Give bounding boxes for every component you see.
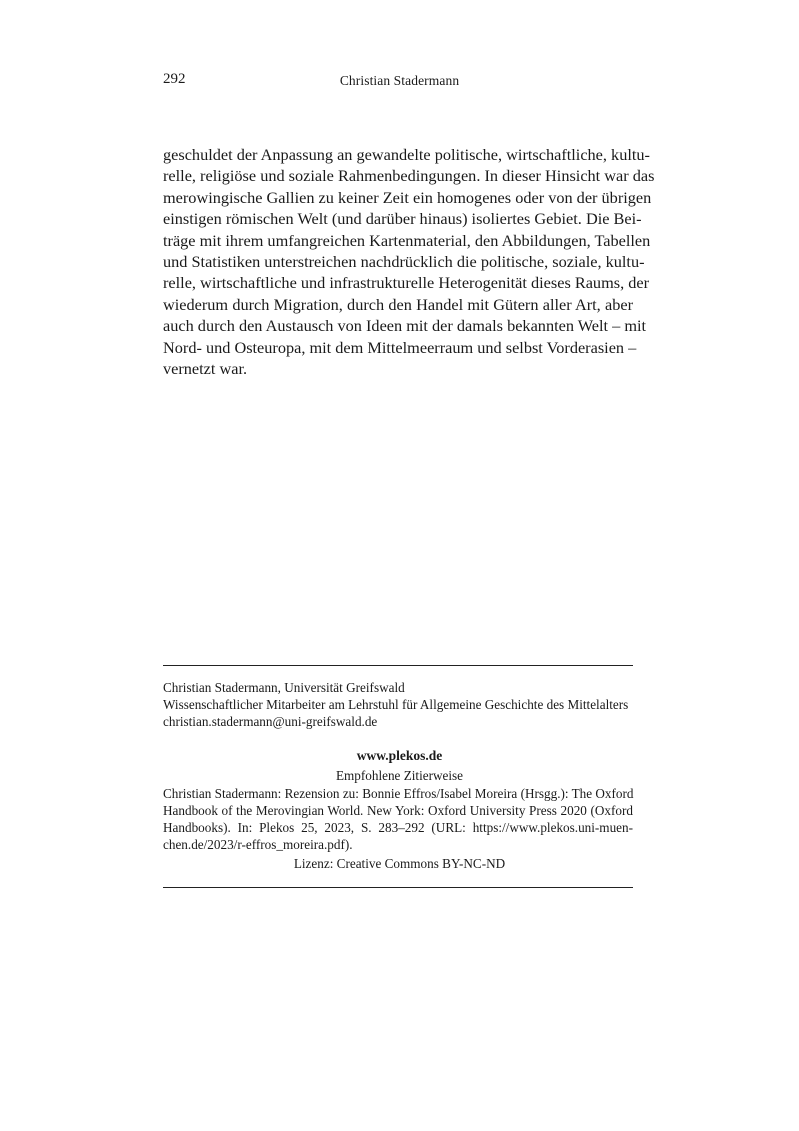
author-affiliation: Christian Stadermann, Universität Greifswald: [163, 680, 405, 695]
citation-line: Handbook of the Merovingian World. New York: Oxford University Press 2020 (Oxford: [163, 803, 633, 818]
citation-block: [163, 785, 633, 853]
body-line: und Statistiken unterstreichen nachdrücklich die politische, soziale, kultu-: [163, 252, 645, 272]
body-paragraph: [163, 144, 655, 379]
footer-top-divider: [163, 665, 633, 666]
body-line: merowingische Gallien zu keiner Zeit ein homogenes oder von der übrigen: [163, 187, 652, 207]
body-line: auch durch den Austausch von Ideen mit der damals bekannten Welt – mit: [163, 316, 647, 336]
author-email[interactable]: christian.stadermann@uni-greifswald.de: [163, 714, 378, 729]
running-title: Christian Stadermann: [339, 73, 460, 88]
citation-line: chen.de/2023/r-effros_moreira.pdf).: [163, 837, 353, 852]
citation-line: Christian Stadermann: Rezension zu: Bonnie Effros/Isabel Moreira (Hrsgg.): The Oxford: [163, 786, 634, 801]
footer-bottom-divider: [163, 887, 633, 888]
body-line: relle, wirtschaftliche und infrastrukturelle Heterogenität dieses Raums, der: [163, 273, 650, 293]
author-position: Wissenschaftlicher Mitarbeiter am Lehrstuhl für Allgemeine Geschichte des Mittelalters: [163, 697, 629, 712]
author-affiliation-block: [163, 679, 633, 730]
body-line: geschuldet der Anpassung an gewandelte politische, wirtschaftliche, kultu-: [163, 145, 650, 164]
page-number: 292: [163, 71, 186, 87]
body-line: wiederum durch Migration, durch den Handel mit Gütern aller Art, aber: [163, 294, 633, 314]
body-line: Nord- und Osteuropa, mit dem Mittelmeerraum und selbst Vorderasien –: [163, 337, 637, 357]
body-line: träge mit ihrem umfangreichen Kartenmaterial, den Abbildungen, Tabellen: [163, 230, 651, 250]
body-line: einstigen römischen Welt (und darüber hinaus) isoliertes Gebiet. Die Bei-: [163, 209, 642, 229]
body-line: vernetzt war.: [163, 359, 248, 379]
website-link[interactable]: www.plekos.de: [356, 748, 443, 763]
citation-heading: Empfohlene Zitierweise: [335, 768, 464, 783]
license-text: Lizenz: Creative Commons BY-NC-ND: [293, 856, 506, 871]
citation-line: Handbooks). In: Plekos 25, 2023, S. 283–292 (URL: https://www.plekos.uni-muen-: [163, 820, 633, 835]
body-line: relle, religiöse und soziale Rahmenbedingungen. In dieser Hinsicht war das: [163, 166, 655, 186]
